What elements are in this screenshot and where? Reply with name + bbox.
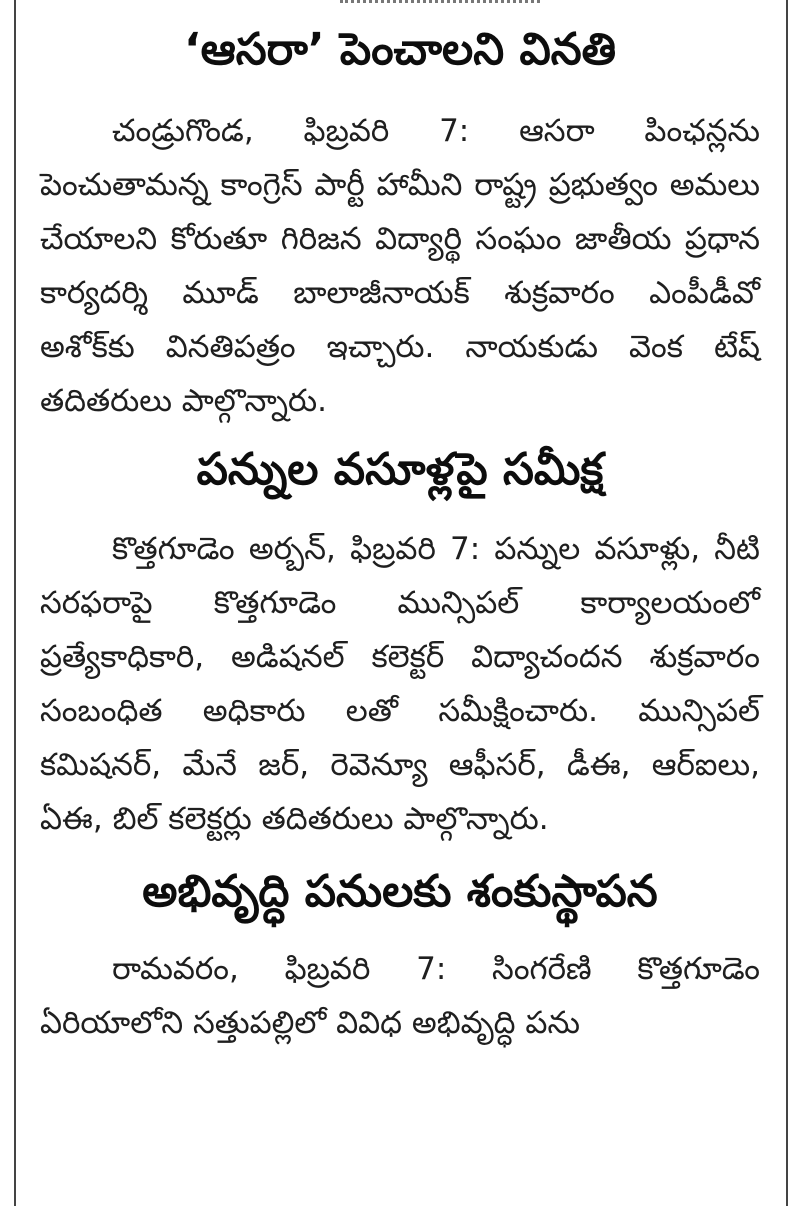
story-headline: అభివృద్ధి పనులకు శంకుస్థాపన xyxy=(142,866,658,917)
cropped-text-fragment xyxy=(340,0,540,9)
story-body: కొత్తగూడెం అర్బన్, ఫిబ్రవరి 7: పన్నుల వసూళ్లు, నీటి సరఫరాపై కొత్తగూడెం మున్సిపల్ కార్యాలయంలో ప్రత్యేకాధికారి, అడిషనల్ కలెక్టర్ విద్యాచందన శుక్రవారం సంబంధిత అధికారు లతో సమీక్షించారు. మున్సిపల్ కమిషనర్, మేనే జర్, రెవెన్యూ ఆఫీసర్, డీఈ, ఆర్‌ఐలు, ఏఈ, బిల్ కలెక్టర్లు తదితరులు పాల్గొన్నారు. xyxy=(40,531,760,837)
story-foundation-stone xyxy=(40,856,760,1050)
story-headline: పన్నుల వసూళ్లపై సమీక్ష xyxy=(196,444,604,495)
story-headline: ‘ఆసరా’ పెంచాలని వినతి xyxy=(183,24,617,75)
column-rule-left xyxy=(14,0,16,1206)
story-tax-review xyxy=(40,434,760,846)
newspaper-clipping xyxy=(40,14,760,1050)
story-aasara xyxy=(40,14,760,428)
story-body: చండ్రుగొండ, ఫిబ్రవరి 7: ఆసరా పింఛన్లను పెంచుతామన్న కాంగ్రెస్ పార్టీ హామీని రాష్ట్ర ప్రభుత్వం అమలు చేయాలని కోరుతూ గిరిజన విద్యార్థి సంఘం జాతీయ ప్రధాన కార్యదర్శి మూడ్ బాలాజీనాయక్ శుక్రవారం ఎంపీడీవో అశోక్‌కు వినతిపత్రం ఇచ్చారు. నాయకుడు వెంక టేష్ తదితరులు పాల్గొన్నారు. xyxy=(40,113,760,419)
story-body: రామవరం, ఫిబ్రవరి 7: సింగరేణి కొత్తగూడెం ఏరియాలోని సత్తుపల్లిలో వివిధ అభివృద్ధి పను xyxy=(40,951,760,1041)
column-rule-right xyxy=(786,0,788,1206)
